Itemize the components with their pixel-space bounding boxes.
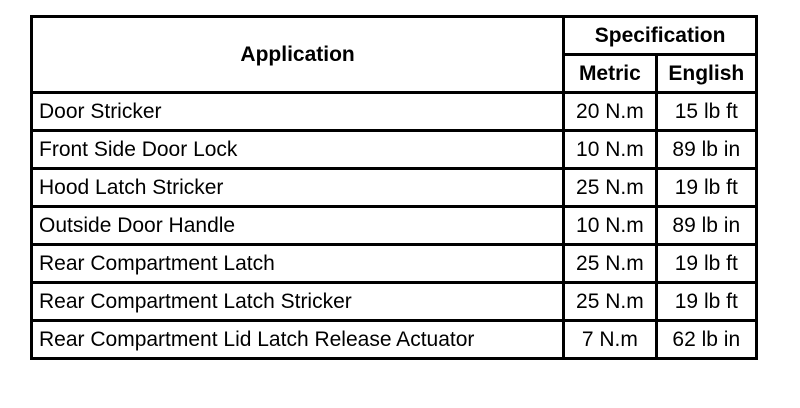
english-cell: 15 lb ft [656, 93, 756, 131]
table-row [32, 131, 757, 169]
english-cell: 19 lb ft [656, 169, 756, 207]
english-cell: 19 lb ft [656, 283, 756, 321]
table-row [32, 321, 757, 359]
table-row [32, 207, 757, 245]
specification-header: Specification [564, 17, 757, 55]
metric-cell: 7 N.m [564, 321, 656, 359]
application-cell: Rear Compartment Latch Stricker [32, 283, 564, 321]
metric-cell: 20 N.m [564, 93, 656, 131]
metric-cell: 25 N.m [564, 245, 656, 283]
application-cell: Rear Compartment Lid Latch Release Actuator [32, 321, 564, 359]
application-cell: Rear Compartment Latch [32, 245, 564, 283]
table-header [32, 17, 757, 93]
table-row [32, 283, 757, 321]
table-row [32, 93, 757, 131]
table-row [32, 169, 757, 207]
application-cell: Outside Door Handle [32, 207, 564, 245]
header-row-top [32, 17, 757, 55]
application-header: Application [32, 17, 564, 93]
english-cell: 89 lb in [656, 131, 756, 169]
english-header: English [656, 55, 756, 93]
english-cell: 89 lb in [656, 207, 756, 245]
metric-cell: 25 N.m [564, 283, 656, 321]
english-cell: 19 lb ft [656, 245, 756, 283]
metric-header: Metric [564, 55, 656, 93]
metric-cell: 25 N.m [564, 169, 656, 207]
table-row [32, 245, 757, 283]
metric-cell: 10 N.m [564, 131, 656, 169]
table-body [32, 93, 757, 359]
application-cell: Front Side Door Lock [32, 131, 564, 169]
specification-table [30, 15, 758, 360]
application-cell: Hood Latch Stricker [32, 169, 564, 207]
metric-cell: 10 N.m [564, 207, 656, 245]
english-cell: 62 lb in [656, 321, 756, 359]
application-cell: Door Stricker [32, 93, 564, 131]
